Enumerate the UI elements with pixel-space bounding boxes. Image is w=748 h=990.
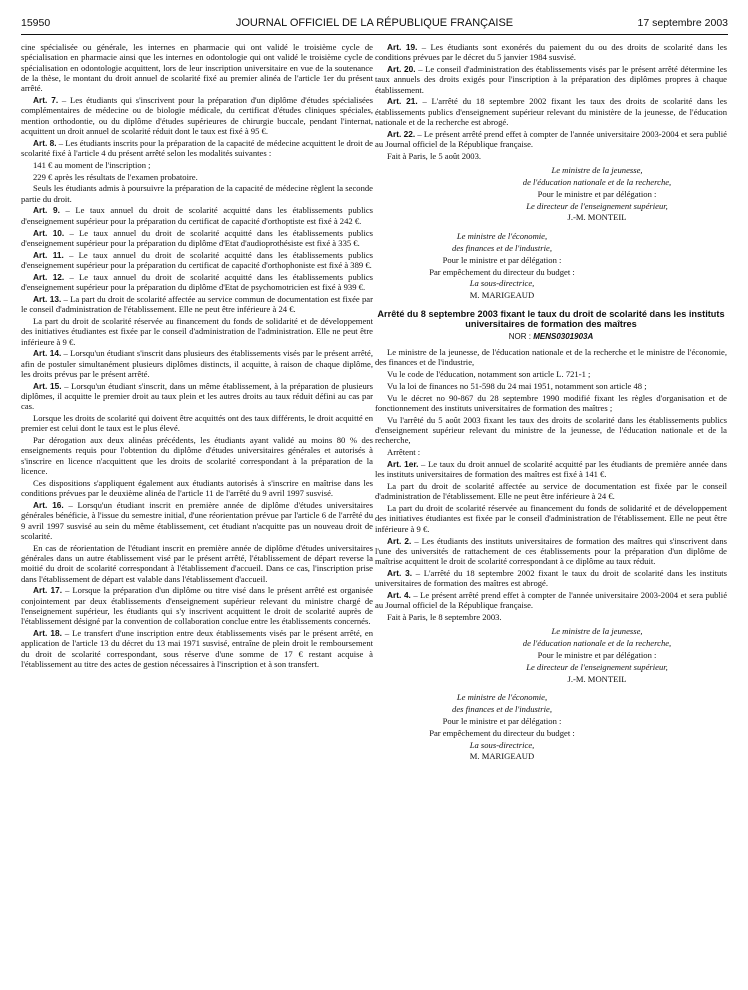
article-paragraph (21, 138, 373, 159)
article-label: Art. 16. (33, 499, 64, 510)
arrete-title: Arrêté du 8 septembre 2003 fixant le taux du droit de scolarité dans les instituts universitaires de formation des maîtres (377, 308, 725, 330)
body-paragraph: La part du droit de scolarité réservée au financement du fonds de solidarité et de développement des initiatives étudiantes est fixée par le conseil d'administration de l'établissement. Elle ne peut être inférieure à 9 €. (375, 503, 727, 534)
article-label: Art. 13. (33, 293, 62, 304)
article-text: – L'arrêté du 18 septembre 2002 fixant le taux du droit de scolarité dans les instituts universitaires de formation des maîtres est abrogé. (375, 567, 728, 589)
article-text: – Lorsque la préparation d'un diplôme ou titre visé dans le présent arrêté est organisée conjointement par deux établissements d'enseignement supérieur relevant du ministre chargé de l'enseignement supérieur, les étudiants qui s'y inscrivent acquittent le droit de scolarité auprès de l'établissement désigné par la convention de collaboration conclue entre les établissements concernés. (21, 585, 373, 627)
body-paragraph: En cas de réorientation de l'étudiant inscrit en première année de diplôme d'études universitaires générales dans un autre établissement visé par le présent arrêté, l'établissement de départ reverse la moitié du droit de scolarité correspondant à l'établissement d'accueil. Dans ce cas, l'inscription prise dans l'établissement de départ est valable dans l'établissement d'accueil. (21, 542, 373, 584)
signatory-name: J.-M. MONTEIL (567, 673, 627, 684)
article-text: – Le taux annuel du droit de scolarité acquitté dans les établissements publics d'enseignement supérieur pour la préparation du diplôme d'Etat de psychomotricien est fixé à 939 €. (21, 271, 373, 293)
publication-date: 17 septembre 2003 (637, 17, 728, 29)
body-paragraph: 141 € au moment de l'inscription ; (33, 159, 151, 170)
signatory-title: La sous-directrice, (469, 739, 535, 750)
body-paragraph: Seuls les étudiants admis à poursuivre la préparation de la capacité de médecine règlent la seconde partie du droit. (21, 183, 373, 204)
body-paragraph: La part du droit de scolarité affectée au service de documentation est fixée par le conseil d'administration de l'établissement. Elle ne peut être inférieure à 24 €. (375, 481, 727, 502)
delegation-line: Pour le ministre et par délégation : (537, 650, 657, 661)
article-label: Art. 21. (387, 96, 418, 107)
article-paragraph (375, 568, 727, 589)
right-column (375, 42, 727, 763)
article-label: Art. 12. (33, 271, 65, 282)
article-label: Art. 20. (387, 64, 416, 75)
article-paragraph (375, 42, 727, 63)
signatory-title: Le directeur de l'enseignement supérieur, (526, 200, 668, 211)
article-paragraph (21, 628, 373, 669)
article-text: – Les étudiants qui s'inscrivent pour la préparation d'un diplôme d'études spécialisées complémentaires de médecine ou de biologie médicale, du certificat d'études cliniques spéciales, mention orthodontie, ou du diplôme d'études supérieures de chirurgie buccale, pendant l'internat, acquittent un droit annuel de scolarité réduit dont le taux est fixé à 95 €. (21, 94, 374, 136)
body-paragraph: Vu le code de l'éducation, notamment son article L. 721-1 ; (387, 369, 591, 380)
article-text: – Les étudiants sont exonérés du paiement du ou des droits de scolarité dans les conditions prévues par le décret du 5 janvier 1984 susvisé. (375, 42, 727, 63)
signatory-title: des finances et de l'industrie, (452, 704, 552, 715)
signatory-name: M. MARIGEAUD (469, 290, 535, 301)
signatory-title: Le directeur de l'enseignement supérieur, (526, 661, 668, 672)
article-paragraph (21, 381, 373, 412)
article-text: – Le taux annuel du droit de scolarité acquitté dans les établissements publics d'enseignement supérieur pour la préparation du diplôme d'Etat d'audioprothésiste est fixé à 335 €. (21, 227, 373, 248)
signature-block-1 (375, 165, 727, 222)
article-paragraph (21, 272, 373, 293)
nor-reference (375, 332, 727, 342)
article-paragraph (21, 250, 373, 271)
body-paragraph: Par dérogation aux deux alinéas précédents, les étudiants ayant validé au moins 80 % des enseignements requis pour l'obtention du diplôme d'études universitaires générales et autorisés à s'inscrire en licence n'acquittent que les droits de scolarité correspondant à la préparation de la licence. (21, 435, 373, 477)
article-paragraph (21, 348, 373, 379)
article-text: – Lorsqu'un étudiant s'inscrit, dans un même établissement, à la préparation de plusieurs diplômes, il acquitte le premier droit au taux plein et les autres droits au taux réduit défini au cas par cas. (21, 380, 373, 412)
article-text: – Lorsqu'un étudiant inscrit en première année de diplôme d'études universitaires générales bénéficie, à l'issue du semestre initial, d'une réorientation prévue par l'article 6 de l'arrêté du 9 avril 1997 susvisé au sein du même établissement, cet étudiant n'acquitte pas un nouveau droit de scolarité. (21, 499, 373, 541)
body-paragraph: Le ministre de la jeunesse, de l'éducation nationale et de la recherche et le ministre de l'économie, des finances et de l'industrie, (375, 347, 727, 368)
signatory-title: Le ministre de la jeunesse, (551, 626, 643, 637)
article-paragraph (375, 459, 727, 480)
article-paragraph (375, 96, 727, 127)
impeachment-line: Par empêchement du directeur du budget : (429, 727, 575, 738)
article-text: – Les étudiants inscrits pour la préparation de la capacité de médecine acquittent le droit de scolarité fixé à l'article 4 du présent arrêté selon les modalités suivantes : (21, 137, 373, 158)
article-paragraph (21, 585, 373, 626)
article-text: – Le taux du droit annuel de scolarité acquitté par les étudiants de première année dans les instituts universitaires de formation des maîtres est fixé à 141 €. (375, 458, 727, 480)
article-text: – Le taux annuel du droit de scolarité acquitté dans les établissements publics d'enseignement supérieur pour la préparation du certificat de capacité d'orthoptiste est fixé à 242 €. (21, 205, 374, 226)
page-header (21, 15, 728, 33)
article-paragraph (375, 536, 727, 567)
signatory-title: Le ministre de l'économie, (456, 692, 548, 703)
article-text: – Le présent arrêté prend effet à compter de l'année universitaire 2003-2004 et sera publié au Journal officiel de la République française. (375, 128, 727, 150)
signature-block-4 (375, 692, 727, 761)
body-paragraph: Vu la loi de finances no 51-598 du 24 mai 1951, notamment son article 48 ; (387, 380, 647, 391)
nor-label: NOR : (508, 331, 534, 341)
body-paragraph: Vu le décret no 90-867 du 28 septembre 1990 modifié fixant les règles d'organisation et de fonctionnement des instituts universitaires de formation des maîtres ; (375, 392, 727, 413)
article-label: Art. 3. (387, 567, 413, 578)
article-text: – Le taux annuel du droit de scolarité acquitté dans les établissements publics d'enseignement supérieur pour la préparation du certificat de capacité d'orthophoniste est fixé à 389 €. (21, 249, 374, 270)
body-paragraph: Vu l'arrêté du 5 août 2003 fixant les taux des droits de scolarité dans les établissements publics d'enseignement supérieur relevant du ministre de la jeunesse, de l'éducation nationale et de la recherche, (375, 414, 727, 446)
article-label: Art. 19. (387, 42, 418, 52)
journal-title: JOURNAL OFFICIEL DE LA RÉPUBLIQUE FRANÇAISE (235, 17, 514, 29)
impeachment-line: Par empêchement du directeur du budget : (429, 266, 575, 277)
body-paragraph: 229 € après les résultats de l'examen probatoire. (33, 171, 198, 182)
right-top-articles (375, 42, 727, 161)
signatory-title: des finances et de l'industrie, (452, 243, 552, 254)
article-text: – Le conseil d'administration des établissements visés par le présent arrêté détermine les taux annuels des droits exigés pour l'inscription à la préparation des diplômes propres à chaque établissement. (375, 64, 727, 95)
delegation-line: Pour le ministre et par délégation : (537, 188, 657, 199)
article-text: – Les étudiants des instituts universitaires de formation des maîtres qui s'inscrivent dans l'une des universités de rattachement de ces établissements pour la préparation d'un diplôme de maîtrise acquittent le droit de scolarité correspondant à ce diplôme au taux réduit. (375, 535, 727, 567)
right-mid-articles (375, 347, 727, 622)
article-label: Art. 11. (33, 249, 64, 260)
article-label: Art. 17. (33, 585, 63, 596)
article-paragraph (21, 500, 373, 541)
signatory-title: Le ministre de la jeunesse, (551, 165, 643, 176)
article-label: Art. 2. (387, 535, 412, 546)
body-paragraph: cine spécialisée ou générale, les internes en pharmacie qui ont validé le troisième cycle de spécialisation en pharmacie ainsi que les internes en odontologie qui ont validé le troisième cycle de spécialisation en odontologie acquittent, lors de leur inscription universitaire en vue de la soutenance de la thèse, le montant du droit annuel de scolarité fixé au premier alinéa de l'article 1er du présent arrêté. (21, 42, 373, 94)
article-paragraph (21, 95, 373, 136)
article-label: Art. 7. (33, 94, 59, 105)
left-column (21, 42, 373, 671)
signatory-title: Le ministre de l'économie, (456, 231, 548, 242)
body-paragraph: Lorsque les droits de scolarité qui doivent être acquittés ont des taux différents, le droit acquitté en premier est celui dont le taux est le plus élevé. (21, 413, 373, 434)
article-label: Art. 8. (33, 137, 57, 148)
signatory-title: La sous-directrice, (469, 278, 535, 289)
article-label: Art. 15. (33, 380, 62, 391)
article-label: Art. 10. (33, 227, 65, 238)
article-text: – La part du droit de scolarité affectée au service commun de documentation est fixée par le conseil d'administration de l'établissement. Elle ne peut être inférieure à 24 €. (21, 293, 373, 315)
article-label: Art. 1er. (387, 458, 419, 469)
article-paragraph (21, 205, 373, 226)
article-paragraph (21, 294, 373, 315)
article-label: Art. 14. (33, 348, 62, 359)
body-paragraph: La part du droit de scolarité réservée au financement du fonds de solidarité et de développement des initiatives étudiantes est fixée par le conseil d'administration de l'administration. Elle ne peut être inférieure à 9 €. (21, 315, 373, 347)
delegation-line: Pour le ministre et par délégation : (442, 716, 562, 727)
article-label: Art. 4. (387, 590, 411, 601)
article-text: – Lorsqu'un étudiant s'inscrit dans plusieurs des établissements visés par le présent arrêté, afin de postuler simultanément plusieurs diplômes distincts, il acquitte, à raison de chaque diplôme, les droits prévus par le présent arrêté. (21, 348, 373, 379)
page-number: 15950 (21, 17, 51, 29)
article-paragraph (375, 64, 727, 95)
nor-code: MENS0301903A (533, 331, 594, 341)
signature-block-2 (375, 231, 727, 300)
article-label: Art. 22. (387, 128, 416, 139)
signatory-name: J.-M. MONTEIL (567, 212, 627, 223)
article-text: – Le transfert d'une inscription entre deux établissements visés par le présent arrêté, en application de l'article 13 du décret du 13 mai 1971 susvisé, entraîne de plein droit le remboursement du droit de scolarité correspondant, sous réserve d'une somme de 17 € restant acquise à l'établissement au titre des actes de gestion nécessaires à l'inscription et à son transfert. (21, 628, 373, 669)
article-label: Art. 9. (33, 205, 60, 216)
signatory-name: M. MARIGEAUD (469, 751, 535, 762)
signatory-title: de l'éducation nationale et de la recherche, (522, 638, 672, 649)
body-paragraph: Fait à Paris, le 5 août 2003. (387, 150, 482, 161)
body-paragraph: Fait à Paris, le 8 septembre 2003. (387, 612, 502, 623)
signature-block-3 (375, 626, 727, 683)
article-label: Art. 18. (33, 628, 62, 639)
delegation-line: Pour le ministre et par délégation : (442, 254, 562, 265)
article-text: – L'arrêté du 18 septembre 2002 fixant les taux des droits de scolarité dans les établissements publics d'enseignement supérieur relevant du ministère de la jeunesse, de l'éducation nationale et de la recherche est abrogé. (375, 96, 727, 128)
article-paragraph (375, 129, 727, 150)
article-paragraph (21, 228, 373, 249)
body-paragraph: Arrêtent : (387, 447, 421, 458)
article-paragraph (375, 590, 727, 611)
signatory-title: de l'éducation nationale et de la recherche, (522, 177, 672, 188)
header-rule (21, 34, 728, 35)
article-text: – Le présent arrêté prend effet à compter de l'année universitaire 2003-2004 et sera publié au Journal officiel de la République française. (375, 590, 728, 611)
body-paragraph: Ces dispositions s'appliquent également aux étudiants autorisés à s'inscrire en maîtrise dans les conditions prévues par le deuxième alinéa de l'article 11 de l'arrêté du 9 avril 1997 susvisé. (21, 477, 373, 499)
